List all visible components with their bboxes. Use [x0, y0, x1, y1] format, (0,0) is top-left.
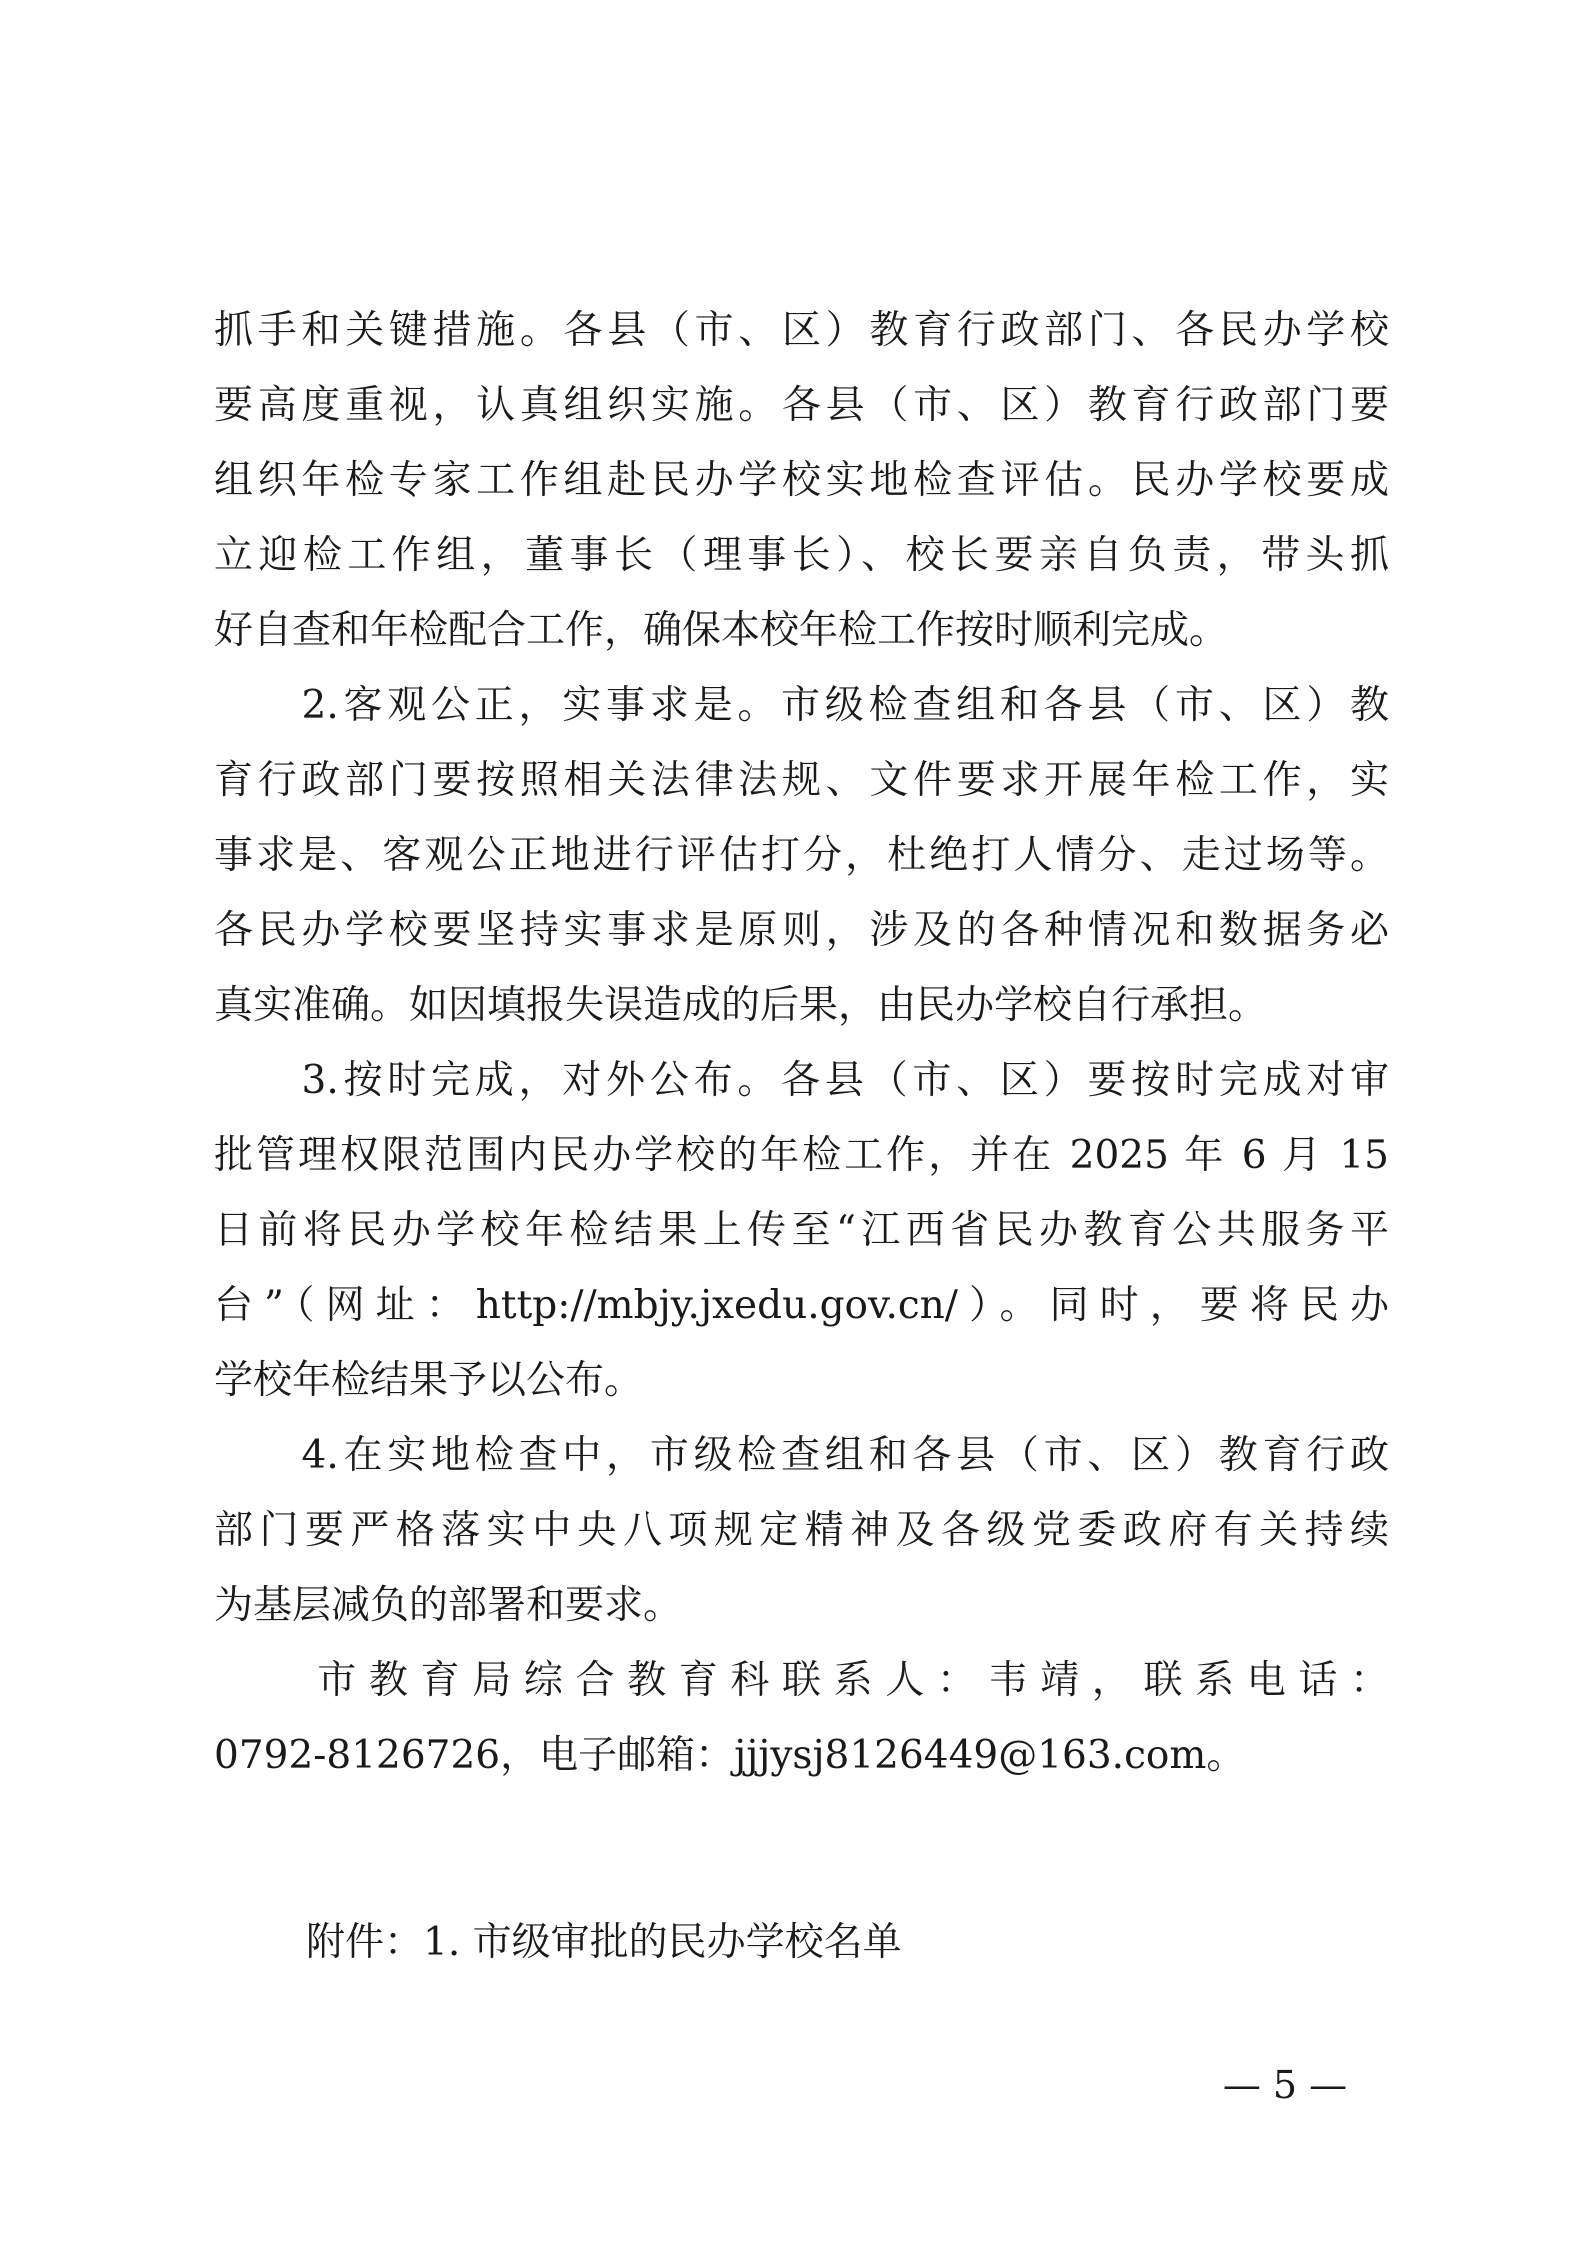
body-line: 立迎检工作组，董事长（理事长）、校长要亲自负责，带头抓 [214, 533, 1389, 578]
body-line: 各民办学校要坚持实事求是原则，涉及的各种情况和数据务必 [214, 908, 1389, 953]
body-line: 组织年检专家工作组赴民办学校实地检查评估。民办学校要成 [214, 458, 1389, 503]
contact-line: 0792-8126726，电子邮箱：jjjysj8126449@163.com。 [214, 1733, 1246, 1778]
body-line: 好自查和年检配合工作，确保本校年检工作按时顺利完成。 [214, 608, 1229, 653]
body-line: 要高度重视，认真组织实施。各县（市、区）教育行政部门要 [214, 383, 1389, 428]
body-line: 2.客观公正，实事求是。市级检查组和各县（市、区）教 [214, 683, 1389, 728]
body-line: 事求是、客观公正地进行评估打分，杜绝打人情分、走过场等。 [214, 833, 1389, 878]
body-line: 4.在实地检查中，市级检查组和各县（市、区）教育行政 [214, 1433, 1389, 1478]
attachment-line: 附件：1. 市级审批的民办学校名单 [306, 1920, 902, 1965]
body-line: 为基层减负的部署和要求。 [214, 1583, 683, 1628]
body-line: 育行政部门要按照相关法律法规、文件要求开展年检工作，实 [214, 758, 1389, 803]
body-line: 台”（网址：http://mbjy.jxedu.gov.cn/）。同时，要将民办 [214, 1283, 1389, 1328]
body-line: 日前将民办学校年检结果上传至“江西省民办教育公共服务平 [214, 1208, 1389, 1253]
body-line: 真实准确。如因填报失误造成的后果，由民办学校自行承担。 [214, 983, 1268, 1028]
contact-line: 市教育局综合教育科联系人：韦靖，联系电话： [214, 1658, 1389, 1703]
body-line: 部门要严格落实中央八项规定精神及各级党委政府有关持续 [214, 1508, 1389, 1553]
page-number: — 5 — [1222, 2063, 1348, 2107]
body-line: 抓手和关键措施。各县（市、区）教育行政部门、各民办学校 [214, 308, 1389, 353]
body-line: 批管理权限范围内民办学校的年检工作，并在 2025 年 6 月 15 [214, 1133, 1389, 1178]
body-line: 学校年检结果予以公布。 [214, 1358, 644, 1403]
body-line: 3.按时完成，对外公布。各县（市、区）要按时完成对审 [214, 1058, 1389, 1103]
